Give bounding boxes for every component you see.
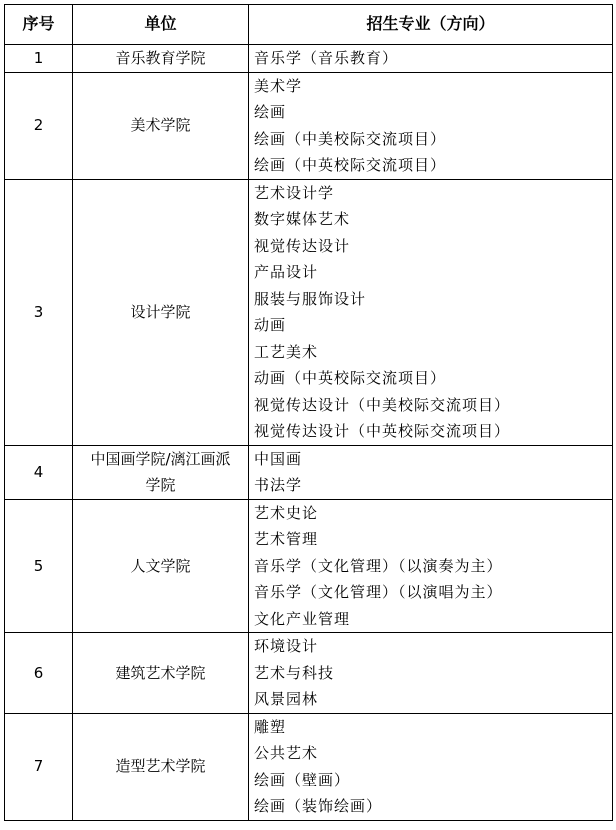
row-serial-number: 3: [5, 179, 73, 445]
major-item: 动画（中英校际交流项目）: [254, 369, 447, 387]
major-item: 雕塑: [254, 717, 287, 736]
table-body: [5, 45, 613, 821]
table-row: [5, 713, 613, 820]
row-unit: 美术学院: [73, 72, 249, 179]
header-majors: 招生专业（方向）: [249, 5, 613, 45]
major-item: 环境设计: [254, 637, 319, 655]
row-unit: 人文学院: [73, 499, 249, 633]
row-serial-number: 5: [5, 499, 73, 633]
major-item: 产品设计: [254, 263, 319, 281]
major-item: 公共艺术: [254, 744, 319, 762]
header-row: [5, 5, 613, 45]
major-item: 工艺美术: [254, 342, 319, 361]
major-item: 绘画（中英校际交流项目）: [254, 156, 447, 174]
table-row: [5, 499, 613, 633]
table-row: [5, 179, 613, 445]
row-majors: [249, 72, 613, 179]
row-serial-number: 1: [5, 45, 73, 73]
major-item: 音乐学（音乐教育）: [254, 49, 399, 67]
row-majors: [249, 633, 613, 714]
row-serial-number: 4: [5, 445, 73, 499]
major-item: 书法学: [254, 476, 303, 494]
major-item: 视觉传达设计: [254, 236, 351, 255]
major-item: 音乐学（文化管理）（以演奏为主）: [254, 556, 503, 575]
row-majors: [249, 179, 613, 445]
table-row: [5, 45, 613, 73]
major-item: 美术学: [254, 76, 303, 95]
table-row: [5, 633, 613, 714]
admissions-table: [4, 4, 613, 821]
row-unit: 造型艺术学院: [73, 713, 249, 820]
row-majors: [249, 45, 613, 73]
header-unit: 单位: [73, 5, 249, 45]
major-item: 音乐学（文化管理）（以演唱为主）: [254, 583, 503, 601]
major-item: 服装与服饰设计: [254, 289, 367, 308]
major-item: 绘画（装饰绘画）: [254, 797, 383, 815]
table-row: [5, 445, 613, 499]
header-serial-number: 序号: [5, 5, 73, 45]
row-unit: 音乐教育学院: [73, 45, 249, 73]
major-item: 艺术设计学: [254, 183, 335, 202]
row-majors: [249, 445, 613, 499]
major-item: 文化产业管理: [254, 609, 351, 628]
major-item: 中国画: [254, 449, 303, 468]
row-serial-number: 6: [5, 633, 73, 714]
major-item: 绘画（壁画）: [254, 770, 351, 789]
major-item: 绘画（中美校际交流项目）: [254, 129, 447, 148]
row-majors: [249, 499, 613, 633]
row-unit: 设计学院: [73, 179, 249, 445]
major-item: 动画: [254, 316, 287, 334]
major-item: 视觉传达设计（中美校际交流项目）: [254, 395, 511, 414]
major-item: 艺术与科技: [254, 663, 335, 682]
table-row: [5, 72, 613, 179]
row-serial-number: 7: [5, 713, 73, 820]
row-serial-number: 2: [5, 72, 73, 179]
row-majors: [249, 713, 613, 820]
major-item: 艺术史论: [254, 503, 319, 522]
major-item: 视觉传达设计（中英校际交流项目）: [254, 422, 511, 440]
row-unit: 中国画学院/漓江画派学院: [73, 445, 249, 499]
major-item: 风景园林: [254, 690, 319, 708]
row-unit: 建筑艺术学院: [73, 633, 249, 714]
major-item: 绘画: [254, 103, 287, 121]
major-item: 数字媒体艺术: [254, 210, 351, 228]
major-item: 艺术管理: [254, 530, 319, 548]
